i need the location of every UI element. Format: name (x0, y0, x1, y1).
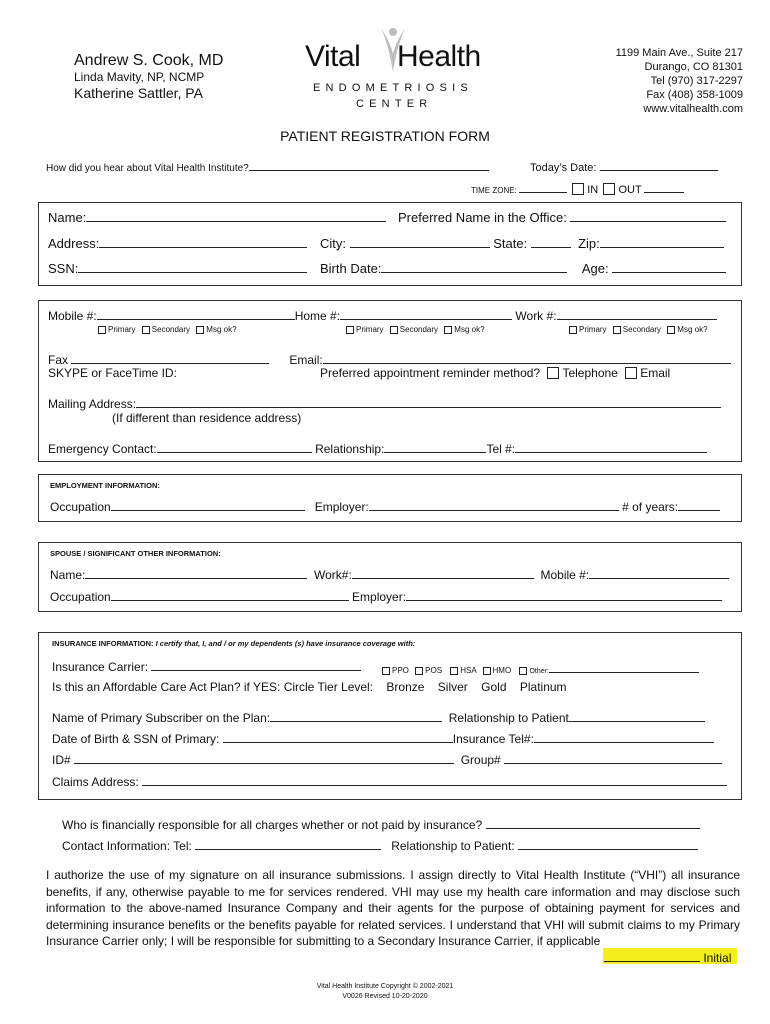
email-option-label: Email (640, 366, 671, 380)
spouse-employer-label: Employer: (352, 590, 407, 604)
aca-label: Is this an Affordable Care Act Plan? if YES: Circle Tier Level: (52, 680, 374, 694)
email-checkbox[interactable] (625, 367, 637, 379)
spouse-header: SPOUSE / SIGNIFICANT OTHER INFORMATION: (50, 549, 221, 558)
mobile-msg-checkbox[interactable] (196, 326, 204, 334)
home-msg-label: Msg ok? (454, 325, 485, 334)
tier-silver[interactable]: Silver (437, 680, 468, 694)
employment-header: EMPLOYMENT INFORMATION: (50, 481, 160, 490)
address-line-2: Durango, CO 81301 (644, 61, 743, 73)
form-title: PATIENT REGISTRATION FORM (280, 128, 490, 144)
responsible-tel-field[interactable] (195, 838, 381, 850)
spouse-occupation-label: Occupation (50, 590, 111, 604)
pos-label: POS (425, 666, 443, 675)
ins-tel-label: Insurance Tel#: (452, 732, 534, 746)
spouse-work-field[interactable] (352, 567, 534, 579)
mobile-secondary-label: Secondary (151, 325, 191, 334)
clinic-web[interactable]: www.vitalhealth.com (643, 103, 743, 115)
out-checkbox[interactable] (603, 183, 615, 195)
spouse-mobile-label: Mobile #: (540, 568, 590, 582)
logo-health: Health (397, 40, 481, 73)
group-field[interactable] (504, 752, 722, 764)
zip-label: Zip: (578, 236, 600, 251)
skype-label: SKYPE or FaceTime ID: (48, 366, 177, 380)
mobile-label: Mobile #: (48, 309, 97, 323)
np-name: Linda Mavity, NP, NCMP (74, 70, 205, 84)
telephone-label: Telephone (562, 366, 618, 380)
today-date-label: Today’s Date: (530, 162, 597, 174)
preferred-name-field[interactable] (570, 210, 726, 222)
hmo-checkbox[interactable] (483, 667, 491, 675)
initial-field[interactable] (604, 950, 700, 962)
work-msg-checkbox[interactable] (667, 326, 675, 334)
emergency-relationship-field[interactable] (384, 441, 486, 453)
employer-field[interactable] (369, 499, 619, 511)
logo-sub-endometriosis: ENDOMETRIOSIS (313, 82, 473, 94)
tier-gold[interactable]: Gold (481, 680, 507, 694)
mobile-primary-label: Primary (108, 325, 136, 334)
home-secondary-label: Secondary (399, 325, 439, 334)
work-primary-label: Primary (579, 325, 607, 334)
zip-field[interactable] (600, 236, 724, 248)
other-checkbox[interactable] (519, 667, 527, 675)
carrier-label: Insurance Carrier: (52, 660, 149, 674)
mobile-primary-checkbox[interactable] (98, 326, 106, 334)
work-label: Work #: (515, 309, 557, 323)
home-secondary-checkbox[interactable] (390, 326, 398, 334)
employer-label: Employer: (314, 500, 369, 514)
carrier-field[interactable] (151, 659, 361, 671)
in-label: IN (587, 184, 599, 196)
emergency-field[interactable] (157, 441, 312, 453)
work-msg-label: Msg ok? (677, 325, 708, 334)
authorization-text: I authorize the use of my signature on all insurance submissions. I assign directly to Vital Health Institute (“VHI”) all insurance benefits, if any, otherwise payable to me for services rendered. VHI may use my health care information and may disclose such information to the above-named Insurance Company and their agents for the purpose of obtaining payment for services and determining insurance benefits or the benefits payable for related services. I understand that VHI will submit claims to my Primary Insurance Carrier only; I will be responsible for submitting to a Secondary Insurance Carrier, if applicable (46, 868, 740, 948)
hsa-checkbox[interactable] (450, 667, 458, 675)
mailing-note: (If different than residence address) (112, 411, 302, 425)
spouse-name-field[interactable] (85, 567, 307, 579)
work-primary-checkbox[interactable] (569, 326, 577, 334)
pos-checkbox[interactable] (415, 667, 423, 675)
insurance-header-note: I certify that, I, and / or my dependents (s) have insurance coverage with: (155, 639, 416, 648)
age-field[interactable] (612, 261, 726, 273)
ssn-label: SSN: (48, 261, 79, 276)
fax-field[interactable] (71, 352, 269, 364)
home-primary-checkbox[interactable] (346, 326, 354, 334)
logo-sub-center: CENTER (356, 98, 433, 110)
ins-relationship-label: Relationship to Patient (448, 711, 569, 725)
reminder-label: Preferred appointment reminder method? (320, 366, 541, 380)
home-msg-checkbox[interactable] (444, 326, 452, 334)
ppo-label: PPO (392, 666, 409, 675)
emergency-label: Emergency Contact: (48, 442, 157, 456)
years-label: # of years: (622, 500, 679, 514)
years-field[interactable] (678, 499, 720, 511)
out-field[interactable] (644, 181, 684, 193)
age-label: Age: (581, 261, 609, 276)
mobile-msg-label: Msg ok? (206, 325, 237, 334)
id-label: ID# (52, 753, 71, 767)
initial-label: Initial (703, 951, 732, 965)
out-label: OUT (618, 184, 642, 196)
occupation-label: Occupation (50, 500, 111, 514)
birth-date-field[interactable] (381, 261, 567, 273)
claims-label: Claims Address: (52, 775, 139, 789)
timezone-field[interactable] (519, 181, 567, 193)
subscriber-field[interactable] (270, 710, 442, 722)
ins-tel-field[interactable] (534, 731, 714, 743)
email-label: Email: (289, 353, 323, 367)
spouse-occupation-field[interactable] (111, 589, 349, 601)
responsible-contact-label: Contact Information: Tel: (62, 839, 192, 853)
home-field[interactable] (340, 308, 512, 320)
state-field[interactable] (531, 236, 571, 248)
other-label: Other: (529, 668, 549, 675)
emergency-tel-field[interactable] (515, 441, 707, 453)
hmo-label: HMO (492, 666, 512, 675)
claims-field[interactable] (142, 774, 727, 786)
work-secondary-label: Secondary (622, 325, 662, 334)
insurance-header: INSURANCE INFORMATION: (52, 639, 154, 648)
preferred-name-label: Preferred Name in the Office: (398, 210, 567, 225)
ppo-checkbox[interactable] (382, 667, 390, 675)
address-field[interactable] (99, 236, 307, 248)
fax-label: Fax (48, 353, 69, 367)
responsible-label: Who is financially responsible for all charges whether or not paid by insurance? (62, 818, 483, 832)
spouse-employer-field[interactable] (406, 589, 722, 601)
work-secondary-checkbox[interactable] (613, 326, 621, 334)
telephone-checkbox[interactable] (547, 367, 559, 379)
home-label: Home #: (294, 309, 341, 323)
home-primary-label: Primary (356, 325, 384, 334)
spouse-mobile-field[interactable] (589, 567, 729, 579)
name-label: Name: (48, 210, 87, 225)
clinic-address (616, 46, 743, 116)
doctor-name: Andrew S. Cook, MD (74, 52, 224, 69)
today-date-field[interactable] (600, 159, 718, 171)
responsible-field[interactable] (486, 817, 700, 829)
city-field[interactable] (350, 236, 490, 248)
footer-revision: V0026 Revised 10-20-2020 (342, 993, 428, 1000)
emergency-relationship-label: Relationship: (315, 442, 385, 456)
subscriber-label: Name of Primary Subscriber on the Plan: (52, 711, 271, 725)
occupation-field[interactable] (111, 499, 305, 511)
logo (305, 26, 485, 114)
mailing-field[interactable] (136, 396, 721, 408)
mobile-secondary-checkbox[interactable] (142, 326, 150, 334)
other-field[interactable] (549, 661, 699, 673)
name-field[interactable] (86, 210, 386, 222)
footer-copyright: Vital Health Institute Copyright © 2002-2021 (316, 983, 454, 990)
address-label: Address: (48, 236, 100, 251)
hear-field[interactable] (249, 159, 489, 171)
tier-platinum[interactable]: Platinum (519, 680, 567, 694)
clinic-tel: Tel (970) 317-2297 (650, 75, 743, 87)
pa-name: Katherine Sattler, PA (74, 85, 203, 101)
state-label: State: (493, 236, 528, 251)
in-checkbox[interactable] (572, 183, 584, 195)
birth-date-label: Birth Date: (320, 261, 382, 276)
hsa-label: HSA (460, 666, 477, 675)
spouse-name-label: Name: (50, 568, 86, 582)
email-field[interactable] (323, 352, 731, 364)
emergency-tel-label: Tel #: (486, 442, 516, 456)
id-field[interactable] (74, 752, 454, 764)
tier-bronze[interactable]: Bronze (386, 680, 425, 694)
hear-label: How did you hear about Vital Health Institute? (46, 163, 249, 174)
clinic-fax: Fax (408) 358-1009 (646, 89, 743, 101)
responsible-relationship-field[interactable] (518, 838, 698, 850)
primary-dob-label: Date of Birth & SSN of Primary: (52, 732, 220, 746)
work-field[interactable] (557, 308, 717, 320)
spouse-work-label: Work#: (314, 568, 352, 582)
primary-dob-field[interactable] (223, 731, 453, 743)
mailing-label: Mailing Address: (48, 397, 137, 411)
ins-relationship-field[interactable] (569, 710, 705, 722)
logo-vital: Vital (305, 40, 361, 73)
mobile-field[interactable] (97, 308, 295, 320)
responsible-relationship-label: Relationship to Patient: (391, 839, 515, 853)
ssn-field[interactable] (78, 261, 307, 273)
timezone-label: TIME ZONE: (471, 186, 517, 195)
address-line-1: 1199 Main Ave., Suite 217 (615, 47, 743, 59)
city-label: City: (320, 236, 346, 251)
group-label: Group# (460, 753, 501, 767)
